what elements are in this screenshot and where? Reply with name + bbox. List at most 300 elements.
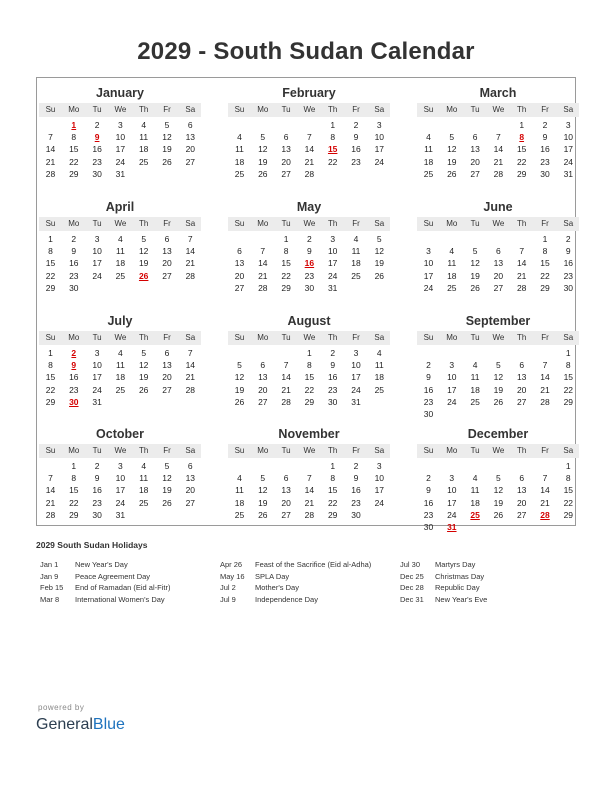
day-cell: 15 — [540, 258, 550, 269]
weekday-label: Sa — [563, 219, 574, 228]
day-cell: 31 — [92, 396, 102, 407]
day-cell: 29 — [540, 282, 550, 293]
day-cell: 24 — [374, 156, 385, 167]
day-cell: 9 — [307, 246, 312, 257]
day-cell: 25 — [374, 384, 385, 395]
day-cell: 2 — [542, 120, 548, 130]
day-cell: 6 — [472, 132, 478, 143]
day-cell: 8 — [542, 246, 548, 257]
day-cell: 20 — [516, 497, 527, 508]
day-cell: 19 — [493, 497, 504, 508]
day-cell: 2 — [94, 461, 100, 471]
day-cell: 25 — [234, 168, 245, 179]
day-cell: 22 — [45, 384, 56, 395]
day-cell: 6 — [283, 132, 289, 143]
day-cell: 10 — [327, 246, 338, 257]
day-cell: 7 — [187, 234, 193, 244]
day-cell: 29 — [45, 396, 56, 407]
holiday-day: 9 — [71, 360, 77, 371]
weekday-label: Mo — [257, 105, 269, 114]
day-cell: 11 — [235, 485, 244, 496]
day-cell: 4 — [237, 473, 242, 484]
day-cell: 21 — [185, 258, 196, 269]
day-cell: 30 — [69, 282, 79, 293]
weekday-label: Fr — [163, 333, 171, 342]
day-cell: 27 — [516, 396, 527, 407]
day-cell: 16 — [92, 144, 102, 155]
month-name: December — [467, 427, 529, 441]
weekday-label: Su — [234, 446, 245, 455]
holiday-date: Dec 25 — [400, 571, 424, 581]
day-cell: 9 — [353, 132, 359, 143]
weekday-header — [39, 444, 201, 458]
holiday-entry — [220, 595, 395, 607]
day-cell: 25 — [115, 384, 126, 395]
day-cell: 12 — [234, 372, 245, 383]
day-cell: 5 — [260, 473, 266, 484]
weekday-label: Th — [139, 105, 149, 114]
day-cell: 17 — [374, 144, 385, 155]
day-cell: 12 — [162, 473, 172, 484]
day-cell: 2 — [330, 348, 336, 358]
brand-name-part2: Blue — [92, 716, 125, 733]
day-cell: 23 — [327, 384, 338, 395]
day-cell: 8 — [283, 246, 289, 257]
day-cell: 14 — [45, 144, 56, 155]
month-december — [417, 421, 579, 531]
weekday-label: Th — [139, 333, 149, 342]
day-cell: 5 — [141, 348, 147, 358]
day-cell: 1 — [330, 461, 336, 471]
day-cell: 30 — [304, 282, 315, 293]
weekday-label: Su — [45, 219, 56, 228]
day-cell: 17 — [374, 485, 385, 496]
day-cell: 1 — [542, 234, 548, 244]
day-cell: 22 — [327, 156, 338, 167]
day-cell: 13 — [162, 246, 172, 257]
holiday-name: End of Ramadan (Eid al-Fitr) — [75, 583, 171, 592]
weekday-label: Tu — [92, 446, 102, 455]
day-cell: 30 — [92, 168, 102, 179]
holiday-name: Peace Agreement Day — [75, 571, 151, 581]
day-cell: 24 — [447, 396, 457, 407]
weekday-label: Sa — [185, 446, 196, 455]
day-cell: 25 — [234, 509, 245, 520]
day-cell: 7 — [48, 473, 53, 484]
day-cell: 27 — [234, 282, 245, 293]
holiday-name: New Year's Day — [75, 560, 128, 569]
day-cell: 8 — [71, 132, 77, 143]
day-cell: 7 — [307, 473, 312, 484]
day-cell: 6 — [283, 473, 289, 484]
day-cell: 6 — [164, 348, 170, 358]
day-cell: 13 — [516, 372, 527, 383]
weekday-label: Tu — [92, 333, 102, 342]
day-cell: 24 — [327, 270, 338, 281]
day-cell: 14 — [304, 144, 315, 155]
day-cell: 1 — [71, 461, 77, 471]
day-cell: 12 — [138, 360, 149, 371]
day-cell: 5 — [164, 120, 170, 130]
day-cell: 5 — [449, 132, 455, 143]
weekday-label: Su — [423, 446, 434, 455]
day-cell: 12 — [470, 258, 480, 269]
weekday-header — [39, 103, 201, 117]
day-cell: 1 — [307, 348, 312, 358]
holiday-day: 1 — [71, 120, 77, 130]
day-cell: 30 — [540, 168, 550, 179]
day-cell: 5 — [237, 360, 242, 371]
day-cell: 13 — [185, 473, 196, 484]
day-cell: 27 — [281, 168, 291, 179]
weekday-label: Th — [139, 219, 149, 228]
weekday-label: Tu — [92, 105, 102, 114]
day-cell: 11 — [139, 132, 149, 143]
month-may — [228, 194, 390, 304]
month-name: June — [483, 200, 513, 214]
day-cell: 5 — [141, 234, 147, 244]
holiday-name: SPLA Day — [255, 571, 290, 581]
day-cell: 18 — [138, 144, 149, 155]
weekday-label: Th — [328, 105, 338, 114]
day-cell: 3 — [94, 234, 100, 244]
day-cell: 3 — [376, 461, 382, 471]
day-cell: 7 — [542, 360, 548, 371]
day-cell: 6 — [187, 120, 193, 130]
month-march — [417, 80, 579, 190]
day-cell: 26 — [234, 396, 245, 407]
day-cell: 11 — [424, 144, 433, 155]
day-cell: 8 — [330, 473, 336, 484]
day-cell: 17 — [327, 258, 338, 269]
day-cell: 12 — [374, 246, 385, 257]
month-name: May — [296, 200, 322, 214]
day-cell: 15 — [327, 485, 338, 496]
day-cell: 14 — [185, 246, 196, 257]
day-cell: 23 — [69, 270, 79, 281]
holiday-day: 9 — [94, 132, 100, 143]
holiday-date: Dec 28 — [400, 583, 424, 592]
holiday-date: Mar 8 — [40, 594, 60, 604]
weekday-label: We — [492, 446, 505, 455]
day-cell: 4 — [141, 461, 147, 471]
day-cell: 10 — [115, 473, 126, 484]
month-name: July — [107, 314, 133, 328]
weekday-label: Mo — [446, 219, 458, 228]
day-cell: 22 — [45, 270, 56, 281]
day-cell: 2 — [426, 473, 431, 484]
day-cell: 7 — [542, 473, 548, 484]
day-cell: 4 — [449, 246, 455, 257]
day-cell: 21 — [493, 156, 504, 167]
day-cell: 26 — [162, 156, 172, 167]
weekday-label: Mo — [257, 333, 269, 342]
month-name: November — [278, 427, 340, 441]
weekday-label: Fr — [352, 219, 360, 228]
day-cell: 21 — [258, 270, 268, 281]
day-cell: 20 — [281, 497, 291, 508]
weekday-label: Sa — [185, 219, 196, 228]
day-cell: 16 — [540, 144, 550, 155]
day-cell: 10 — [447, 372, 457, 383]
day-cell: 28 — [304, 168, 315, 179]
holiday-day: 30 — [69, 396, 79, 407]
day-cell: 20 — [258, 384, 268, 395]
holiday-name: Christmas Day — [435, 571, 485, 581]
day-cell: 2 — [94, 120, 100, 130]
weekday-label: Th — [517, 446, 527, 455]
day-cell: 21 — [540, 497, 550, 508]
day-cell: 29 — [281, 282, 291, 293]
day-cell: 15 — [69, 144, 79, 155]
weekday-header — [228, 331, 390, 345]
month-january — [39, 80, 201, 190]
day-cell: 28 — [45, 168, 56, 179]
day-cell: 24 — [447, 509, 457, 520]
holidays-heading: 2029 South Sudan Holidays — [36, 540, 148, 550]
weekday-header — [228, 444, 390, 458]
day-cell: 18 — [115, 372, 126, 383]
day-cell: 19 — [162, 485, 172, 496]
day-cell: 16 — [92, 485, 102, 496]
day-cell: 5 — [496, 473, 501, 484]
day-cell: 4 — [426, 132, 431, 143]
day-cell: 5 — [496, 360, 501, 371]
holiday-entry — [40, 595, 215, 607]
day-cell: 7 — [496, 132, 501, 143]
day-cell: 26 — [493, 509, 504, 520]
day-cell: 27 — [470, 168, 480, 179]
day-cell: 21 — [281, 384, 291, 395]
day-cell: 14 — [258, 258, 268, 269]
month-april — [39, 194, 201, 304]
month-name: October — [96, 427, 144, 441]
holiday-column — [400, 560, 575, 606]
day-cell: 27 — [493, 282, 504, 293]
day-cell: 9 — [426, 372, 431, 383]
day-cell: 4 — [472, 473, 478, 484]
day-cell: 16 — [563, 258, 574, 269]
day-cell: 20 — [470, 156, 480, 167]
day-cell: 28 — [185, 384, 196, 395]
day-cell: 26 — [493, 396, 504, 407]
holiday-entry — [400, 572, 575, 584]
day-cell: 21 — [540, 384, 550, 395]
day-cell: 11 — [139, 473, 149, 484]
day-cell: 21 — [304, 497, 315, 508]
day-cell: 18 — [470, 497, 480, 508]
weekday-label: Sa — [563, 333, 574, 342]
day-cell: 1 — [330, 120, 336, 130]
weekday-label: Mo — [257, 446, 269, 455]
weekday-label: Th — [517, 105, 527, 114]
day-cell: 4 — [141, 120, 147, 130]
weekday-label: Fr — [541, 446, 549, 455]
day-cell: 22 — [69, 156, 79, 167]
day-cell: 18 — [351, 258, 361, 269]
weekday-label: Mo — [446, 333, 458, 342]
day-cell: 26 — [470, 282, 480, 293]
weekday-label: We — [492, 333, 505, 342]
weekday-label: Tu — [470, 105, 480, 114]
weekday-label: We — [114, 446, 127, 455]
day-cell: 18 — [374, 372, 385, 383]
day-cell: 8 — [48, 360, 53, 371]
day-cell: 23 — [304, 270, 315, 281]
day-cell: 19 — [470, 270, 480, 281]
weekday-label: Th — [517, 333, 527, 342]
day-cell: 10 — [447, 485, 457, 496]
day-cell: 18 — [115, 258, 126, 269]
day-cell: 13 — [516, 485, 527, 496]
weekday-label: We — [303, 446, 316, 455]
day-cell: 19 — [234, 384, 245, 395]
day-cell: 16 — [423, 497, 434, 508]
day-cell: 29 — [69, 509, 79, 520]
day-cell: 24 — [115, 497, 126, 508]
day-cell: 18 — [234, 497, 245, 508]
day-cell: 20 — [185, 485, 196, 496]
day-cell: 19 — [447, 156, 457, 167]
day-cell: 8 — [565, 360, 571, 371]
weekday-label: We — [492, 105, 505, 114]
day-cell: 15 — [516, 144, 527, 155]
day-cell: 25 — [447, 282, 457, 293]
day-cell: 18 — [234, 156, 245, 167]
day-cell: 17 — [115, 485, 126, 496]
holiday-name: New Year's Eve — [435, 594, 488, 604]
weekday-label: Sa — [563, 446, 574, 455]
weekday-label: Su — [423, 333, 434, 342]
brand-name-part1: General — [36, 716, 93, 733]
day-cell: 29 — [516, 168, 527, 179]
weekday-label: Su — [234, 333, 245, 342]
day-cell: 24 — [92, 270, 102, 281]
day-cell: 10 — [92, 360, 102, 371]
month-name: August — [287, 314, 331, 328]
day-cell: 11 — [351, 246, 361, 257]
weekday-label: Th — [517, 219, 527, 228]
day-cell: 22 — [563, 497, 574, 508]
day-cell: 1 — [283, 234, 289, 244]
weekday-header — [417, 331, 579, 345]
day-cell: 28 — [304, 509, 315, 520]
day-cell: 2 — [565, 234, 571, 244]
day-cell: 11 — [235, 144, 244, 155]
day-cell: 14 — [540, 485, 550, 496]
day-cell: 14 — [45, 485, 56, 496]
day-cell: 7 — [283, 360, 289, 371]
day-cell: 6 — [519, 360, 525, 371]
holiday-date: Dec 31 — [400, 594, 424, 604]
day-cell: 13 — [162, 360, 172, 371]
day-cell: 24 — [115, 156, 126, 167]
weekday-header — [39, 331, 201, 345]
day-cell: 13 — [493, 258, 504, 269]
holiday-entry — [400, 583, 575, 595]
weekday-label: Mo — [68, 446, 80, 455]
weekday-header — [228, 217, 390, 231]
day-cell: 14 — [540, 372, 550, 383]
day-cell: 4 — [237, 132, 242, 143]
day-cell: 28 — [281, 396, 291, 407]
weekday-label: Mo — [446, 446, 458, 455]
day-cell: 18 — [447, 270, 457, 281]
day-cell: 3 — [118, 461, 123, 471]
day-cell: 19 — [258, 156, 268, 167]
day-cell: 11 — [447, 258, 457, 269]
day-cell: 6 — [164, 234, 170, 244]
holiday-date: Jan 1 — [40, 560, 59, 569]
day-cell: 10 — [563, 132, 574, 143]
day-cell: 15 — [45, 372, 56, 383]
day-cell: 7 — [519, 246, 525, 257]
weekday-label: Su — [423, 219, 434, 228]
day-cell: 6 — [260, 360, 266, 371]
day-cell: 13 — [281, 144, 291, 155]
holiday-entry — [220, 583, 395, 595]
day-cell: 13 — [281, 485, 291, 496]
brand-logo[interactable] — [36, 716, 125, 734]
day-cell: 8 — [71, 473, 77, 484]
day-cell: 20 — [493, 270, 504, 281]
day-cell: 25 — [138, 156, 149, 167]
holiday-entry — [40, 560, 215, 572]
day-cell: 9 — [353, 473, 359, 484]
day-cell: 17 — [447, 497, 457, 508]
day-cell: 2 — [353, 461, 359, 471]
weekday-label: Mo — [68, 219, 80, 228]
weekday-label: Sa — [185, 105, 196, 114]
holiday-date: Apr 26 — [220, 560, 243, 569]
day-cell: 12 — [138, 246, 149, 257]
day-cell: 12 — [258, 144, 268, 155]
day-cell: 18 — [470, 384, 480, 395]
day-cell: 4 — [472, 360, 478, 371]
weekday-label: Fr — [352, 333, 360, 342]
day-cell: 29 — [563, 396, 574, 407]
day-cell: 27 — [162, 384, 172, 395]
day-cell: 25 — [423, 168, 434, 179]
day-cell: 5 — [472, 246, 478, 257]
day-cell: 23 — [423, 509, 434, 520]
weekday-header — [228, 103, 390, 117]
day-cell: 9 — [542, 132, 548, 143]
day-cell: 8 — [48, 246, 53, 257]
weekday-header — [39, 217, 201, 231]
day-cell: 26 — [258, 509, 268, 520]
holiday-entry — [220, 572, 395, 584]
day-cell: 28 — [493, 168, 504, 179]
day-cell: 13 — [185, 132, 196, 143]
day-cell: 20 — [516, 384, 527, 395]
month-name: February — [282, 86, 336, 100]
holiday-date: Jul 2 — [220, 583, 236, 592]
day-cell: 21 — [516, 270, 527, 281]
holiday-day: 28 — [540, 509, 550, 520]
day-cell: 23 — [92, 156, 102, 167]
day-cell: 27 — [516, 509, 527, 520]
day-cell: 5 — [376, 234, 382, 244]
day-cell: 28 — [540, 396, 550, 407]
day-cell: 21 — [45, 497, 56, 508]
day-cell: 7 — [307, 132, 312, 143]
day-cell: 11 — [470, 372, 480, 383]
month-name: March — [479, 86, 517, 100]
holiday-name: International Women's Day — [75, 594, 165, 604]
day-cell: 26 — [162, 497, 172, 508]
day-cell: 28 — [258, 282, 268, 293]
